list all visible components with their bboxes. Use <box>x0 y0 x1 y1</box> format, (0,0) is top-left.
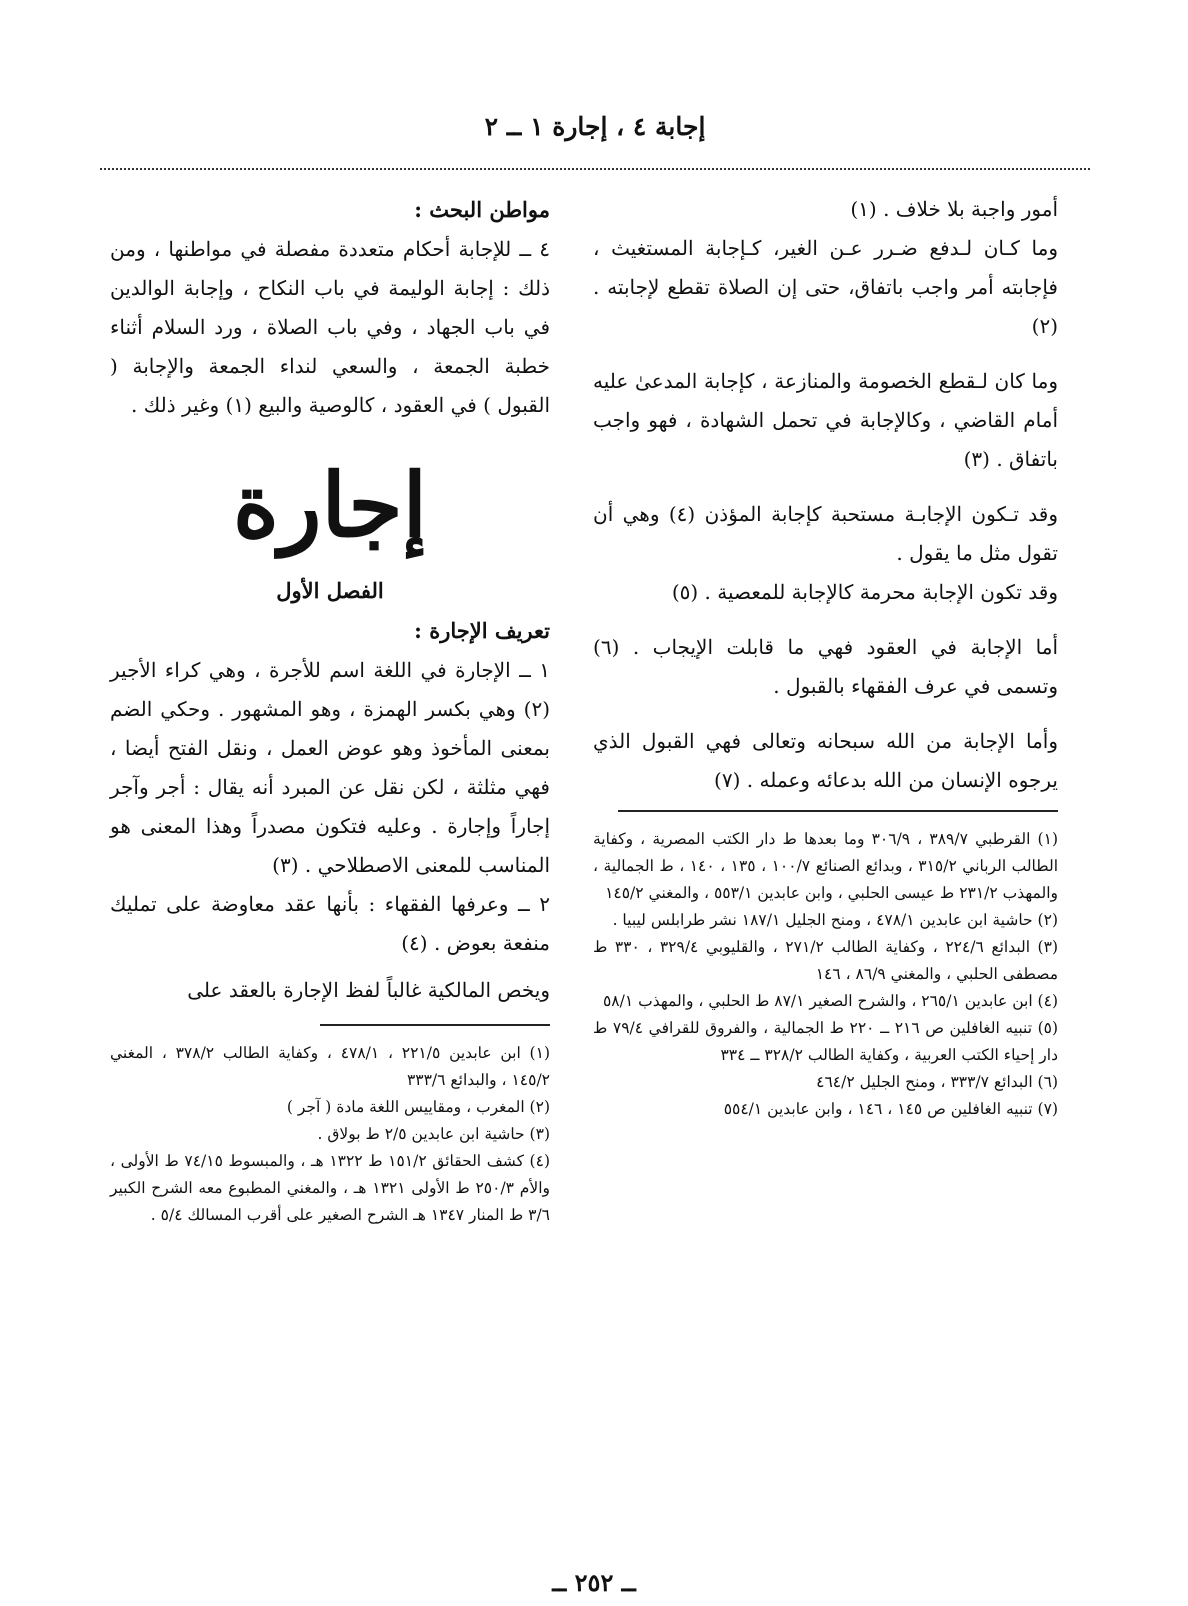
paragraph: وقد تـكون الإجابـة مستحبة كإجابة المؤذن (٤) وهي أن تقول مثل ما يقول . <box>593 502 1058 565</box>
footnote: (١) القرطبي ٣٨٩/٧ ، ٣٠٦/٩ وما بعدها ط دار الكتب المصرية ، وكفاية الطالب الرباني ٣١٥/٢ ، وبدائع الصنائع ١٠٠/٧ ، ١٣٥ ، ١٤٠ ، ط الجمالية ، والمهذب ٢٣١/٢ ط عيسى الحلبي ، وابن عابدين ٥٥٣/١ ، والمغني ١٤٥/٢ <box>593 830 1059 902</box>
footnote: (١) ابن عابدين ٢٢١/٥ ، ٤٧٨/١ ، وكفاية الطالب ٣٧٨/٢ ، المغني ١٤٥/٢ ، والبدائع ٣٣٣/٦ <box>110 1044 550 1089</box>
paragraph: وما كان لـقطع الخصومة والمنازعة ، كإجابة المدعىٰ عليه أمام القاضي ، وكالإجابة في تحمل الشهادة ، فهو واجب باتفاق . (٣) <box>593 369 1058 471</box>
footnote: (٤) ابن عابدين ٢٦٥/١ ، والشرح الصغير ٨٧/١ ط الحلبي ، والمهذب ٥٨/١ <box>602 992 1058 1010</box>
header-divider <box>100 168 1090 170</box>
footnote: (٢) المغرب ، ومقاييس اللغة مادة ( آجر ) <box>286 1098 550 1116</box>
footnote-divider <box>320 1024 550 1026</box>
paragraph: ويخص المالكية غالباً لفظ الإجارة بالعقد على <box>187 978 550 1002</box>
paragraph: وما كـان لـدفع ضـرر عـن الغير، كـإجابة المستغيث ، فإجابته أمر واجب باتفاق، حتى إن الصلاة تقطع لإجابته . (٢) <box>593 236 1058 338</box>
footnote-divider <box>618 810 1058 812</box>
section-heading: مواطن البحث : <box>414 197 550 222</box>
footnote: (٣) حاشية ابن عابدين ٢/٥ ط بولاق . <box>317 1125 550 1143</box>
page-header: إجابة ٤ ، إجارة ١ ــ ٢ <box>484 112 706 141</box>
footnote: (٧) تنبيه الغافلين ص ١٤٥ ، ١٤٦ ، وابن عابدين ٥٥٤/١ <box>723 1100 1058 1118</box>
footnotes-right <box>593 826 1058 1123</box>
footnote: (٣) البدائع ٢٢٤/٦ ، وكفاية الطالب ٢٧١/٢ ، والقليوبي ٣٢٩/٤ ، ٣٣٠ ط مصطفى الحلبي ، والمغني ٨٦/٩ ، ١٤٦ <box>593 938 1058 983</box>
chapter-title: الفصل الأول <box>276 578 384 603</box>
article-title: إجارة <box>232 453 428 557</box>
paragraph: وقد تكون الإجابة محرمة كالإجابة للمعصية . (٥) <box>671 580 1058 604</box>
footnote: (٤) كشف الحقائق ١٥١/٢ ط ١٣٢٢ هـ ، والمبسوط ٧٤/١٥ ط الأولى ، والأم ٢٥٠/٣ ط الأولى ١٣٢١ هـ ، والمغني المطبوع معه الشرح الكبير ٣/٦ ط المنار ١٣٤٧ هـ الشرح الصغير على أقرب المسالك ٥/٤ . <box>110 1152 550 1224</box>
right-column <box>593 190 1058 1123</box>
paragraph: وأما الإجابة من الله سبحانه وتعالى فهي القبول الذي يرجوه الإنسان من الله بدعائه وعمله . (٧) <box>593 729 1058 792</box>
page-number: ــ ٢٥٢ ــ <box>552 1568 636 1597</box>
footnote: (٢) حاشية ابن عابدين ٤٧٨/١ ، ومنح الجليل ١٨٧/١ نشر طرابلس ليبيا . <box>612 911 1058 929</box>
left-column <box>110 190 550 1229</box>
paragraph: ٢ ــ وعرفها الفقهاء : بأنها عقد معاوضة على تمليك منفعة بعوض . (٤) <box>110 892 550 955</box>
paragraph: ٤ ــ للإجابة أحكام متعددة مفصلة في مواطنها ، ومن ذلك : إجابة الوليمة في باب النكاح ، وإجابة الوالدين في باب الجهاد ، وفي باب الصلاة ، ورد السلام أثناء خطبة الجمعة ، والسعي لنداء الجمعة والإجابة ( القبول ) في العقود ، كالوصية والبيع (١) وغير ذلك . <box>110 237 550 417</box>
footnote: (٦) البدائع ٣٣٣/٧ ، ومنح الجليل ٤٦٤/٢ <box>816 1073 1058 1091</box>
section-heading: تعريف الإجارة : <box>414 618 550 643</box>
paragraph: أمور واجبة بلا خلاف . (١) <box>850 197 1058 221</box>
paragraph: أما الإجابة في العقود فهي ما قابلت الإيجاب . (٦) وتسمى في عرف الفقهاء بالقبول . <box>593 635 1058 698</box>
paragraph: ١ ــ الإجارة في اللغة اسم للأجرة ، وهي كراء الأجير (٢) وهي بكسر الهمزة ، وهو المشهور . وحكي الضم بمعنى المأخوذ وهو عوض العمل ، ونقل الفتح أيضا ، فهي مثلثة ، لكن نقل عن المبرد أنه يقال : أجر وآجر إجاراً وإجارة . وعليه فتكون مصدراً وهذا المعنى هو المناسب للمعنى الاصطلاحي . (٣) <box>110 658 550 877</box>
footnotes-left <box>110 1040 550 1229</box>
footnote: (٥) تنبيه الغافلين ص ٢١٦ ــ ٢٢٠ ط الجمالية ، والفروق للقرافي ٧٩/٤ ط دار إحياء الكتب العربية ، وكفاية الطالب ٣٢٨/٢ ــ ٣٣٤ <box>593 1019 1059 1064</box>
